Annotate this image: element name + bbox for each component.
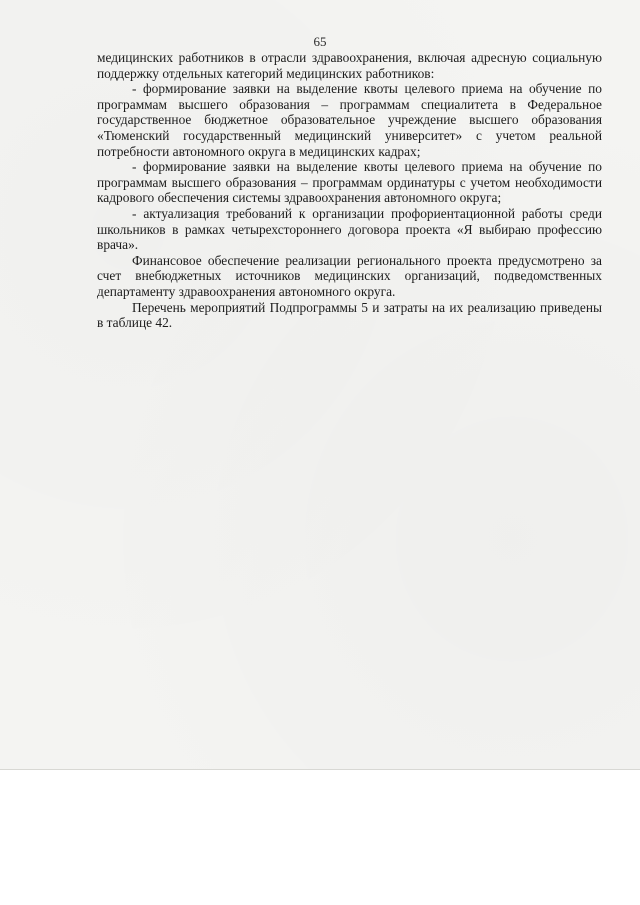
paragraph-career-guidance: - актуализация требований к организации профориентационной работы среди школьников в рамках четырехстороннего договора проекта «Я выбираю профессию врача». (97, 205, 602, 253)
document-body (97, 50, 602, 331)
paragraph-residency-quota: - формирование заявки на выделение квоты целевого приема на обучение по программам высшего образования – программам ординатуры с учетом необходимости кадрового обеспечения системы здравоохранения автономного округа; (97, 159, 602, 206)
paragraph-financing: Финансовое обеспечение реализации регионального проекта предусмотрено за счет внебюджетных источников медицинских организаций, подведомственных департаменту здравоохранения автономного округа. (97, 252, 602, 299)
paragraph-table-reference: Перечень мероприятий Подпрограммы 5 и затраты на их реализацию приведены в таблице 42. (97, 299, 602, 331)
paragraph-specialist-quota: - формирование заявки на выделение квоты целевого приема на обучение по программам высшего образования – программам специалитета в Федеральное государственное бюджетное образовательное учреждение высшего образования «Тюменский государственный медицинский университет» с учетом реальной потребности автономного округа в медицинских кадрах; (97, 81, 602, 159)
paragraph-continuation: медицинских работников в отрасли здравоохранения, включая адресную социальную поддержку отдельных категорий медицинских работников: (97, 50, 602, 81)
page-number: 65 (313, 34, 327, 49)
